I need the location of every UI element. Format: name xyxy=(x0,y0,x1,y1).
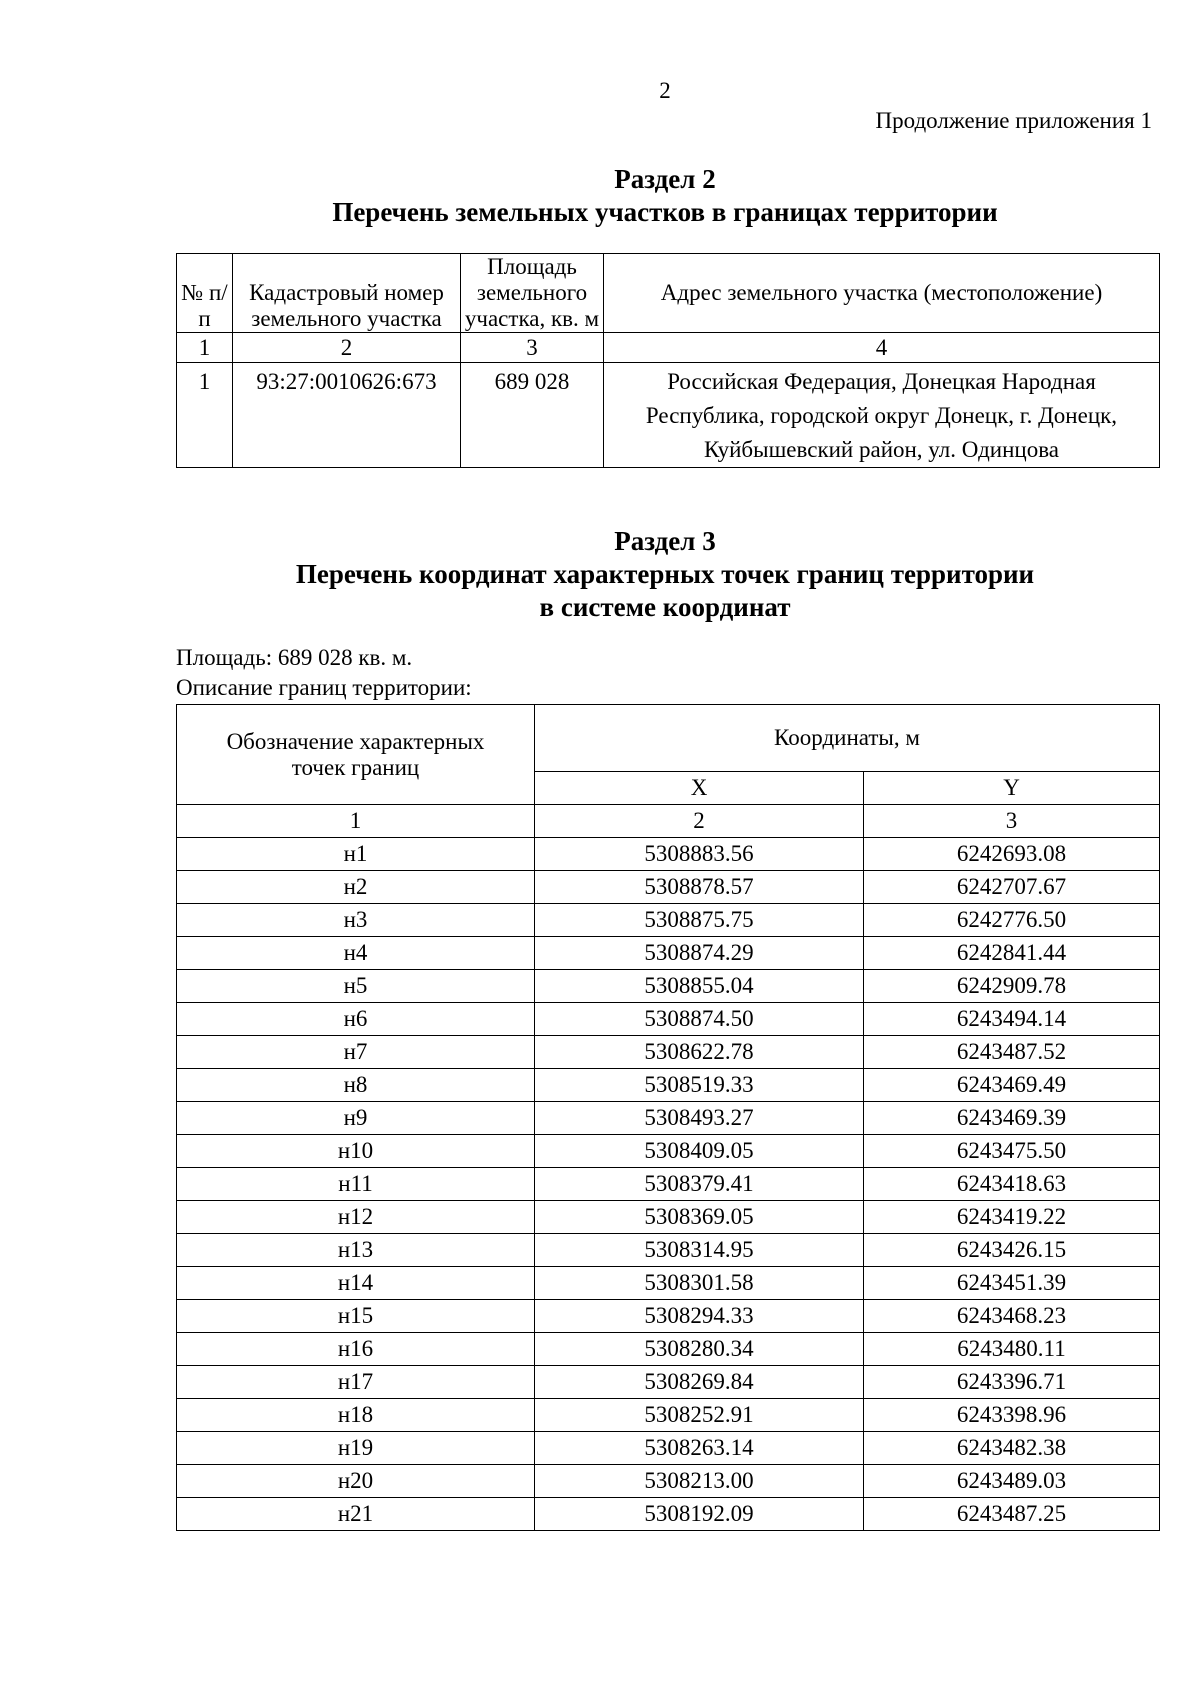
coords-header-row xyxy=(177,705,1160,772)
table-row xyxy=(177,838,1160,871)
point-x: 5308301.58 xyxy=(535,1267,864,1300)
point-x: 5308192.09 xyxy=(535,1498,864,1531)
parcel-cadastral-number: 93:27:0010626:673 xyxy=(233,363,461,468)
table-row xyxy=(177,1300,1160,1333)
table-row xyxy=(177,1102,1160,1135)
table-row xyxy=(177,1366,1160,1399)
point-x: 5308493.27 xyxy=(535,1102,864,1135)
col-number: 3 xyxy=(864,805,1160,838)
col-number: 1 xyxy=(177,805,535,838)
point-y: 6243494.14 xyxy=(864,1003,1160,1036)
col-header-address: Адрес земельного участка (местоположение) xyxy=(604,254,1160,333)
point-y: 6243418.63 xyxy=(864,1168,1160,1201)
point-name: н3 xyxy=(177,904,535,937)
point-y: 6242707.67 xyxy=(864,871,1160,904)
parcels-number-row xyxy=(177,333,1160,363)
description-text: Описание границ территории: xyxy=(176,675,472,700)
point-name: н17 xyxy=(177,1366,535,1399)
point-y: 6242693.08 xyxy=(864,838,1160,871)
point-name: н6 xyxy=(177,1003,535,1036)
point-name: н10 xyxy=(177,1135,535,1168)
point-y: 6242841.44 xyxy=(864,937,1160,970)
point-y: 6243487.52 xyxy=(864,1036,1160,1069)
point-name: н5 xyxy=(177,970,535,1003)
point-x: 5308874.50 xyxy=(535,1003,864,1036)
point-name: н1 xyxy=(177,838,535,871)
table-row xyxy=(177,1333,1160,1366)
point-y: 6242909.78 xyxy=(864,970,1160,1003)
col-header-coordinates: Координаты, м xyxy=(535,705,1160,772)
parcel-address: Российская Федерация, Донецкая Народная Республика, городской округ Донецк, г. Донецк, Куйбышевский район, ул. Одинцова xyxy=(604,363,1160,468)
point-y: 6243469.49 xyxy=(864,1069,1160,1102)
col-header-point: Обозначение характерных точек границ xyxy=(177,705,535,805)
table-row xyxy=(177,871,1160,904)
point-name: н20 xyxy=(177,1465,535,1498)
col-number: 3 xyxy=(461,333,604,363)
section-2-heading xyxy=(0,163,1200,229)
point-x: 5308314.95 xyxy=(535,1234,864,1267)
point-x: 5308213.00 xyxy=(535,1465,864,1498)
col-number: 1 xyxy=(177,333,233,363)
point-y: 6242776.50 xyxy=(864,904,1160,937)
point-name: н15 xyxy=(177,1300,535,1333)
point-name: н21 xyxy=(177,1498,535,1531)
point-x: 5308874.29 xyxy=(535,937,864,970)
point-y: 6243475.50 xyxy=(864,1135,1160,1168)
col-header-y: Y xyxy=(864,772,1160,805)
table-row xyxy=(177,904,1160,937)
col-number: 2 xyxy=(233,333,461,363)
point-y: 6243469.39 xyxy=(864,1102,1160,1135)
point-y: 6243398.96 xyxy=(864,1399,1160,1432)
table-row xyxy=(177,1432,1160,1465)
point-y: 6243451.39 xyxy=(864,1267,1160,1300)
point-name: н2 xyxy=(177,871,535,904)
point-name: н9 xyxy=(177,1102,535,1135)
point-name: н16 xyxy=(177,1333,535,1366)
area-text: Площадь: 689 028 кв. м. xyxy=(176,645,413,670)
point-x: 5308855.04 xyxy=(535,970,864,1003)
point-x: 5308269.84 xyxy=(535,1366,864,1399)
point-name: н4 xyxy=(177,937,535,970)
table-row xyxy=(177,1135,1160,1168)
point-x: 5308883.56 xyxy=(535,838,864,871)
point-x: 5308280.34 xyxy=(535,1333,864,1366)
table-row xyxy=(177,1267,1160,1300)
point-y: 6243482.38 xyxy=(864,1432,1160,1465)
table-row xyxy=(177,1498,1160,1531)
point-y: 6243419.22 xyxy=(864,1201,1160,1234)
point-x: 5308878.57 xyxy=(535,871,864,904)
point-y: 6243468.23 xyxy=(864,1300,1160,1333)
point-y: 6243396.71 xyxy=(864,1366,1160,1399)
point-name: н8 xyxy=(177,1069,535,1102)
point-x: 5308294.33 xyxy=(535,1300,864,1333)
point-x: 5308409.05 xyxy=(535,1135,864,1168)
point-x: 5308622.78 xyxy=(535,1036,864,1069)
point-x: 5308519.33 xyxy=(535,1069,864,1102)
point-name: н7 xyxy=(177,1036,535,1069)
point-name: н11 xyxy=(177,1168,535,1201)
point-y: 6243426.15 xyxy=(864,1234,1160,1267)
page-number: 2 xyxy=(659,78,671,103)
point-y: 6243487.25 xyxy=(864,1498,1160,1531)
point-x: 5308369.05 xyxy=(535,1201,864,1234)
point-name: н14 xyxy=(177,1267,535,1300)
col-header-no: № п/п xyxy=(177,254,233,333)
section-3-title: Раздел 3 xyxy=(614,526,716,556)
table-row xyxy=(177,363,1160,468)
parcel-no: 1 xyxy=(177,363,233,468)
table-row xyxy=(177,1003,1160,1036)
point-x: 5308875.75 xyxy=(535,904,864,937)
table-row xyxy=(177,1465,1160,1498)
point-name: н18 xyxy=(177,1399,535,1432)
parcels-header-row xyxy=(177,254,1160,333)
point-x: 5308263.14 xyxy=(535,1432,864,1465)
point-name: н19 xyxy=(177,1432,535,1465)
section-3-heading xyxy=(0,525,1200,624)
point-y: 6243480.11 xyxy=(864,1333,1160,1366)
table-row xyxy=(177,1234,1160,1267)
col-number: 4 xyxy=(604,333,1160,363)
table-row xyxy=(177,1168,1160,1201)
appendix-note: Продолжение приложения 1 xyxy=(875,108,1152,133)
point-y: 6243489.03 xyxy=(864,1465,1160,1498)
section-2-title: Раздел 2 xyxy=(614,164,716,194)
section-3-subtitle-line1: Перечень координат характерных точек границ территории xyxy=(295,559,1035,589)
col-header-x: X xyxy=(535,772,864,805)
point-name: н13 xyxy=(177,1234,535,1267)
section-2-subtitle: Перечень земельных участков в границах территории xyxy=(332,197,998,227)
point-name: н12 xyxy=(177,1201,535,1234)
point-x: 5308379.41 xyxy=(535,1168,864,1201)
table-row xyxy=(177,970,1160,1003)
parcels-table xyxy=(176,253,1160,468)
col-header-area: Площадь земельного участка, кв. м xyxy=(461,254,604,333)
table-row xyxy=(177,1399,1160,1432)
table-row xyxy=(177,1201,1160,1234)
point-x: 5308252.91 xyxy=(535,1399,864,1432)
table-row xyxy=(177,1036,1160,1069)
table-row xyxy=(177,937,1160,970)
coords-number-row xyxy=(177,805,1160,838)
col-header-cadastral: Кадастровый номер земельного участка xyxy=(233,254,461,333)
table-row xyxy=(177,1069,1160,1102)
parcel-area: 689 028 xyxy=(461,363,604,468)
coordinates-table xyxy=(176,704,1160,1531)
section-3-subtitle-line2: в системе координат xyxy=(539,592,791,622)
col-number: 2 xyxy=(535,805,864,838)
